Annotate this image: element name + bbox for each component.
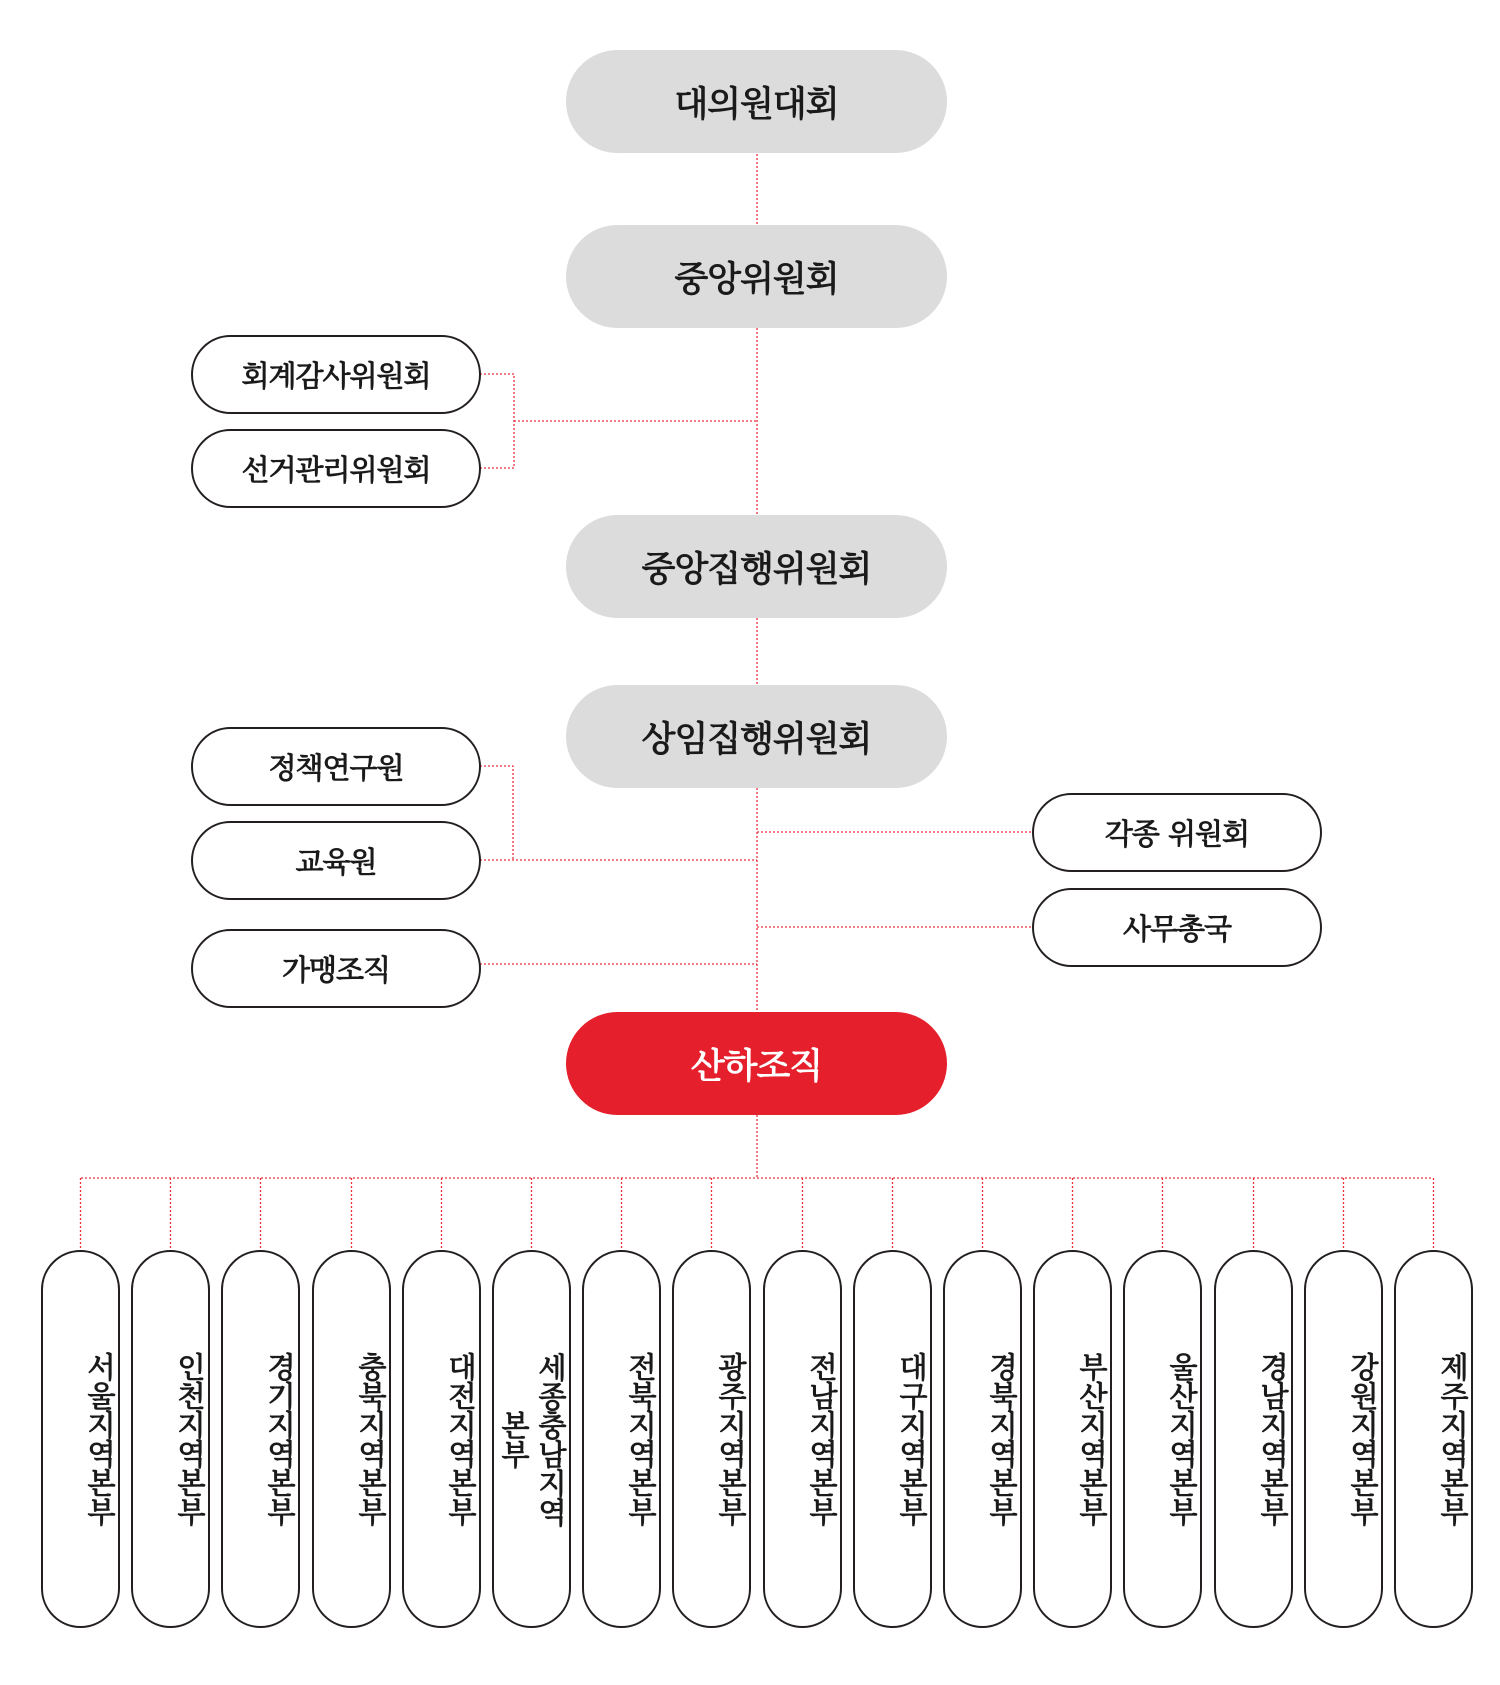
region-headquarters <box>221 1250 300 1628</box>
node-label: 가맹조직 <box>281 953 391 987</box>
region-label: 인천지역본부 <box>173 1352 207 1526</box>
region-label: 강원지역본부 <box>1346 1352 1380 1526</box>
region-headquarters <box>41 1250 120 1628</box>
node-label: 각종 위원회 <box>1104 817 1250 851</box>
node-central-committee <box>566 225 947 328</box>
node-affiliated-organizations <box>566 1012 947 1115</box>
region-headquarters <box>1304 1250 1383 1628</box>
node-election-committee <box>191 429 481 508</box>
node-label: 정책연구원 <box>268 751 404 785</box>
node-audit-committee <box>191 335 481 414</box>
node-label: 중앙위원회 <box>674 259 839 300</box>
region-headquarters <box>312 1250 391 1628</box>
region-headquarters <box>672 1250 751 1628</box>
region-headquarters <box>1033 1250 1112 1628</box>
node-label: 교육원 <box>295 845 377 879</box>
node-label: 대의원대회 <box>674 84 839 125</box>
region-headquarters <box>943 1250 1022 1628</box>
node-member-organizations <box>191 929 481 1008</box>
region-headquarters <box>853 1250 932 1628</box>
node-label: 중앙집행위원회 <box>641 549 872 590</box>
node-various-committees <box>1032 793 1322 872</box>
node-label: 산하조직 <box>690 1046 823 1087</box>
region-headquarters <box>131 1250 210 1628</box>
region-headquarters <box>763 1250 842 1628</box>
node-secretariat <box>1032 888 1322 967</box>
node-label: 상임집행위원회 <box>641 719 872 760</box>
node-representatives-assembly <box>566 50 947 153</box>
region-label: 서울지역본부 <box>83 1352 117 1526</box>
region-label: 대전지역본부 <box>444 1352 478 1526</box>
region-label: 전북지역본부 <box>624 1352 658 1526</box>
node-label: 사무총국 <box>1122 912 1232 946</box>
node-policy-institute <box>191 727 481 806</box>
region-label: 경기지역본부 <box>263 1352 297 1526</box>
region-headquarters <box>1123 1250 1202 1628</box>
node-central-executive-committee <box>566 515 947 618</box>
region-label: 부산지역본부 <box>1075 1352 1109 1526</box>
region-headquarters <box>582 1250 661 1628</box>
region-label: 울산지역본부 <box>1165 1352 1199 1526</box>
region-label: 충북지역본부 <box>354 1352 388 1526</box>
node-label: 선거관리위원회 <box>241 453 431 487</box>
region-headquarters <box>1394 1250 1473 1628</box>
region-label: 대구지역본부 <box>895 1352 929 1526</box>
region-label: 전남지역본부 <box>805 1352 839 1526</box>
region-label: 광주지역본부 <box>714 1352 748 1526</box>
region-headquarters <box>402 1250 481 1628</box>
region-label: 경북지역본부 <box>985 1352 1019 1526</box>
node-education-institute <box>191 821 481 900</box>
region-headquarters <box>492 1250 571 1628</box>
region-headquarters <box>1214 1250 1293 1628</box>
node-standing-executive-committee <box>566 685 947 788</box>
region-label: 세종충남지역본부 <box>497 1352 568 1526</box>
node-label: 회계감사위원회 <box>241 359 431 393</box>
region-label: 제주지역본부 <box>1436 1352 1470 1526</box>
region-label: 경남지역본부 <box>1256 1352 1290 1526</box>
